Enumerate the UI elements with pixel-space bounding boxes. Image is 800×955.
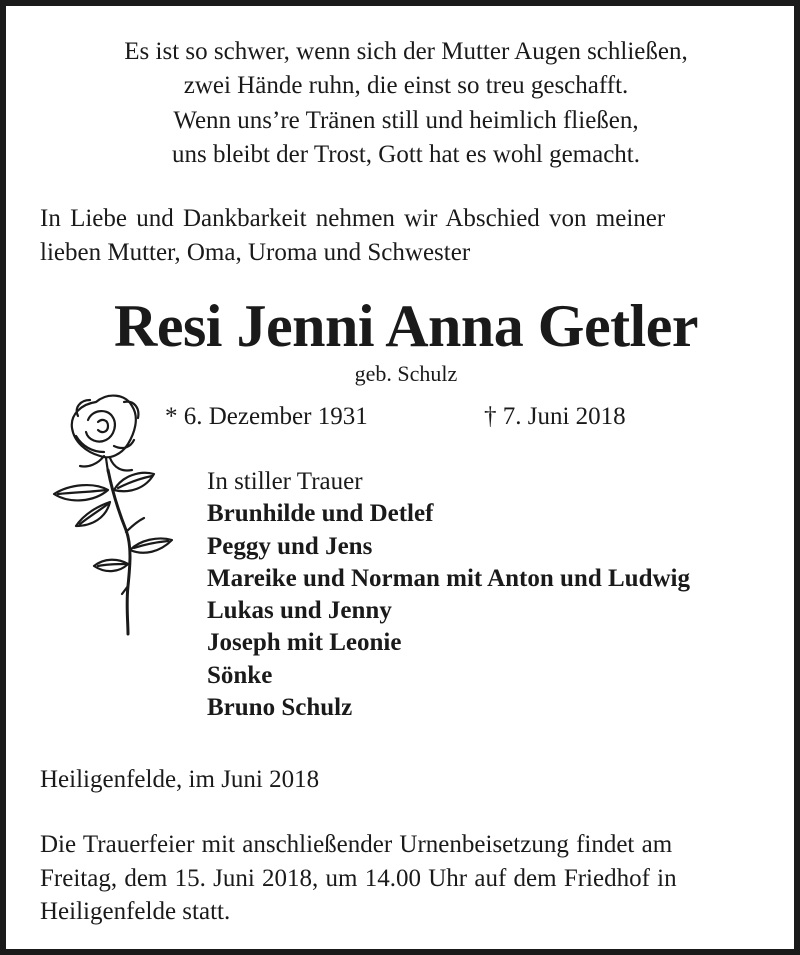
poem-line: zwei Hände ruhn, die einst so treu geschafft.: [183, 72, 629, 100]
rose-icon: [48, 390, 178, 640]
mourning-lead: In stiller Trauer: [207, 468, 363, 495]
mourner-name: Lukas und Jenny: [207, 597, 392, 625]
poem-line: Es ist so schwer, wenn sich der Mutter Augen schließen,: [124, 38, 688, 65]
mourner-name: Bruno Schulz: [207, 694, 353, 722]
deceased-name: Resi Jenni Anna Getler: [114, 293, 698, 359]
intro-line: lieben Mutter, Oma, Uroma und Schwester: [40, 239, 471, 266]
mourners-list: [207, 466, 690, 724]
mourner-name: Mareike und Norman mit Anton und Ludwig: [207, 564, 690, 592]
place-date: Heiligenfelde, im Juni 2018: [40, 766, 320, 793]
intro-text: [40, 202, 780, 270]
service-line: Freitag, dem 15. Juni 2018, um 14.00 Uhr auf dem Friedhof in: [40, 864, 677, 892]
mourner-name: Joseph mit Leonie: [207, 629, 402, 657]
poem-line: Wenn uns’re Tränen still und heimlich fließen,: [173, 106, 639, 134]
poem: [6, 35, 800, 172]
poem-line: uns bleibt der Trost, Gott hat es wohl gemacht.: [171, 140, 641, 168]
funeral-service-info: [40, 828, 780, 929]
death-date: † 7. Juni 2018: [484, 403, 626, 430]
mourner-name: Peggy und Jens: [207, 532, 373, 560]
mourner-name: Sönke: [207, 661, 273, 689]
birth-name: geb. Schulz: [354, 361, 458, 386]
mourner-name: Brunhilde und Detlef: [207, 500, 434, 528]
service-line: Heiligenfelde statt.: [40, 898, 231, 925]
service-line: Die Trauerfeier mit anschließender Urnenbeisetzung findet am: [40, 831, 673, 858]
intro-line: In Liebe und Dankbarkeit nehmen wir Abschied von meiner: [40, 205, 666, 232]
birth-date: * 6. Dezember 1931: [165, 403, 368, 430]
